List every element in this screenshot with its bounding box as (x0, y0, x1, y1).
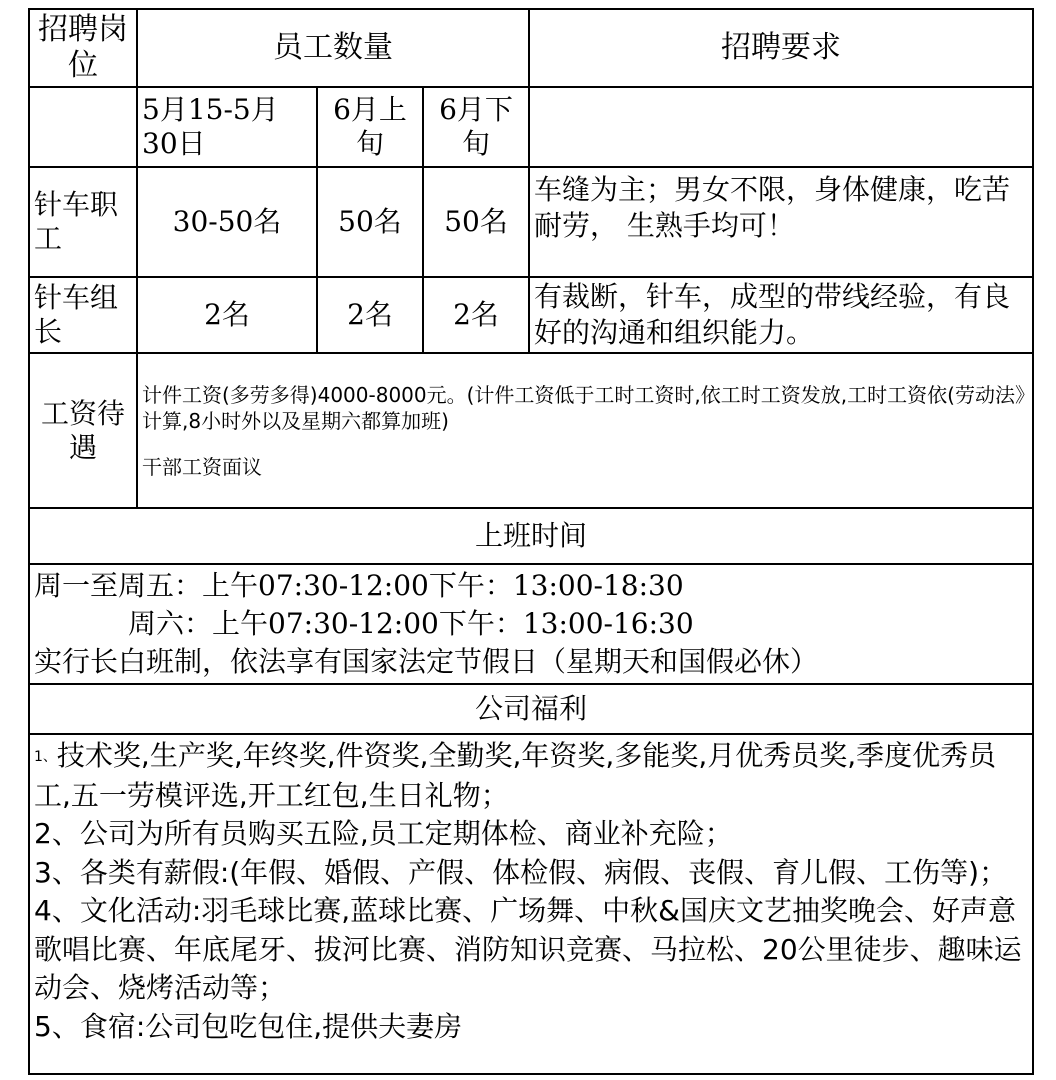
benefit-item-number: 1、 (34, 749, 57, 765)
quantity-cell: 30-50名 (137, 167, 317, 277)
salary-line-1: 计件工资(多劳多得)4000-8000元。(计件工资低于工时工资时,依工时工资发放,工时工资依(劳动法》计算,8小时外以及星期六都算加班) (142, 382, 1025, 433)
period-june-late: 6月下旬 (423, 87, 529, 167)
recruitment-sheet (28, 8, 1032, 1075)
header-requirements: 招聘要求 (529, 9, 1033, 87)
salary-line-2: 干部工资面议 (142, 454, 262, 479)
period-req-empty (529, 87, 1033, 167)
requirement-cell: 车缝为主；男女不限，身体健康，吃苦耐劳， 生熟手均可！ (529, 167, 1033, 277)
schedule-title-row (29, 508, 1033, 564)
quantity-cell: 2名 (423, 277, 529, 353)
period-row (29, 87, 1033, 167)
position-cell: 针车组长 (29, 277, 137, 353)
benefit-item: 3、各类有薪假:(年假、婚假、产假、体检假、病假、丧假、育儿假、工伤等)； (34, 855, 1008, 889)
schedule-note: 实行长白班制，依法享有国家法定节假日（星期天和国假必休） (34, 645, 819, 678)
quantity-cell: 50名 (317, 167, 423, 277)
schedule-saturday: 周六：上午07:30-12:00下午：13:00-16:30 (128, 607, 694, 640)
benefits-list (29, 734, 1033, 1074)
schedule-title: 上班时间 (29, 508, 1033, 564)
benefit-item (34, 737, 1028, 815)
table-row (29, 167, 1033, 277)
benefits-title: 公司福利 (29, 684, 1033, 734)
benefit-item: 4、文化活动:羽毛球比赛,蓝球比赛、广场舞、中秋&国庆文艺抽奖晚会、好声意歌唱比赛、年底尾牙、拔河比赛、消防知识竞赛、马拉松、20公里徒步、趣味运动会、烧烤活动等； (34, 894, 1022, 1004)
quantity-cell: 2名 (137, 277, 317, 353)
period-may: 5月15-5月30日 (137, 87, 317, 167)
schedule-body-row (29, 564, 1033, 684)
benefit-item-text: 技术奖,生产奖,年终奖,件资奖,全勤奖,年资奖,多能奖,月优秀员奖,季度优秀员工,五一劳模评选,开工红包,生日礼物； (34, 739, 997, 812)
requirement-cell: 有裁断，针车，成型的带线经验，有良好的沟通和组织能力。 (529, 277, 1033, 353)
quantity-cell: 2名 (317, 277, 423, 353)
salary-details (137, 353, 1033, 508)
schedule-weekday: 周一至周五：上午07:30-12:00下午：13:00-18:30 (34, 569, 684, 602)
table-row (29, 277, 1033, 353)
benefit-item: 5、食宿:公司包吃包住,提供夫妻房 (34, 1009, 463, 1043)
benefit-item: 2、公司为所有员购买五险,员工定期体检、商业补充险； (34, 817, 733, 850)
recruitment-table (28, 8, 1034, 1075)
schedule-details (29, 564, 1033, 684)
benefits-title-row (29, 684, 1033, 734)
quantity-cell: 50名 (423, 167, 529, 277)
header-quantity: 员工数量 (137, 9, 529, 87)
period-june-early: 6月上旬 (317, 87, 423, 167)
position-cell: 针车职工 (29, 167, 137, 277)
period-empty-cell (29, 87, 137, 167)
benefits-body-row (29, 734, 1033, 1074)
salary-label: 工资待遇 (29, 353, 137, 508)
header-position: 招聘岗位 (29, 9, 137, 87)
salary-row (29, 353, 1033, 508)
header-row (29, 9, 1033, 87)
